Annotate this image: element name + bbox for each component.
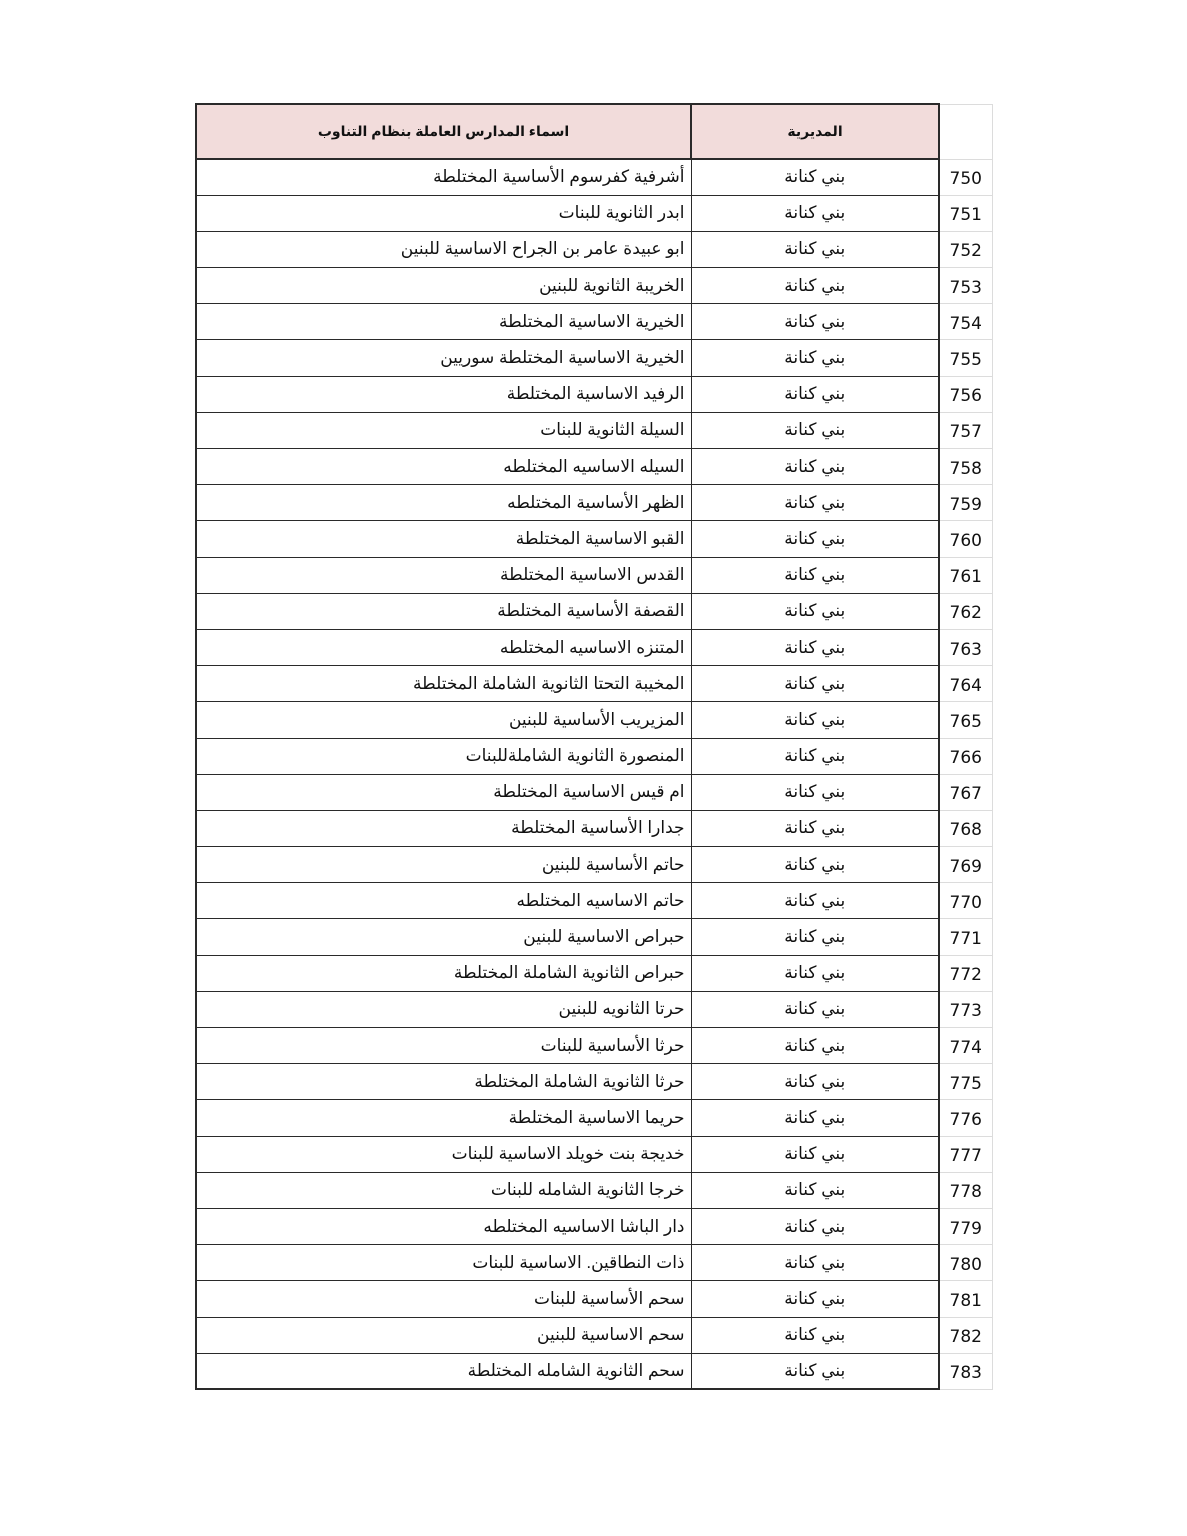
row-number-cell: 760 bbox=[939, 521, 992, 557]
table-row bbox=[196, 557, 992, 593]
table-row bbox=[196, 1317, 992, 1353]
school-name-cell: الخيرية الاساسية المختلطة سوريين bbox=[196, 340, 691, 376]
directorate-cell: بني كنانة bbox=[691, 195, 939, 231]
school-name-cell: حاتم الأساسية للبنين bbox=[196, 847, 691, 883]
school-name-cell: المخيبة التحتا الثانوية الشاملة المختلطة bbox=[196, 666, 691, 702]
directorate-cell: بني كنانة bbox=[691, 738, 939, 774]
school-name-cell: خرجا الثانوية الشامله للبنات bbox=[196, 1172, 691, 1208]
table-row bbox=[196, 1028, 992, 1064]
table-row bbox=[196, 847, 992, 883]
directorate-cell: بني كنانة bbox=[691, 810, 939, 846]
table-row bbox=[196, 666, 992, 702]
directorate-cell: بني كنانة bbox=[691, 1208, 939, 1244]
row-number-cell: 757 bbox=[939, 412, 992, 448]
table-row bbox=[196, 268, 992, 304]
row-number-cell: 777 bbox=[939, 1136, 992, 1172]
school-name-cell: حبراص الاساسية للبنين bbox=[196, 919, 691, 955]
row-number-cell: 775 bbox=[939, 1064, 992, 1100]
school-name-cell: الرفيد الاساسية المختلطة bbox=[196, 376, 691, 412]
school-name-cell: دار الباشا الاساسيه المختلطه bbox=[196, 1208, 691, 1244]
directorate-cell: بني كنانة bbox=[691, 1172, 939, 1208]
directorate-cell: بني كنانة bbox=[691, 304, 939, 340]
school-name-cell: خديجة بنت خويلد الاساسية للبنات bbox=[196, 1136, 691, 1172]
header-directorate: المديرية bbox=[691, 104, 939, 159]
table-row bbox=[196, 159, 992, 195]
row-number-cell: 759 bbox=[939, 485, 992, 521]
school-name-cell: أشرفية كفرسوم الأساسية المختلطة bbox=[196, 159, 691, 195]
directorate-cell: بني كنانة bbox=[691, 1317, 939, 1353]
row-number-cell: 773 bbox=[939, 991, 992, 1027]
row-number-cell: 772 bbox=[939, 955, 992, 991]
directorate-cell: بني كنانة bbox=[691, 376, 939, 412]
directorate-cell: بني كنانة bbox=[691, 955, 939, 991]
row-number-cell: 763 bbox=[939, 629, 992, 665]
header-number bbox=[939, 104, 992, 159]
table-row bbox=[196, 376, 992, 412]
row-number-cell: 752 bbox=[939, 231, 992, 267]
row-number-cell: 756 bbox=[939, 376, 992, 412]
row-number-cell: 767 bbox=[939, 774, 992, 810]
row-number-cell: 755 bbox=[939, 340, 992, 376]
directorate-cell: بني كنانة bbox=[691, 1100, 939, 1136]
table-row bbox=[196, 955, 992, 991]
directorate-cell: بني كنانة bbox=[691, 702, 939, 738]
table-row bbox=[196, 991, 992, 1027]
directorate-cell: بني كنانة bbox=[691, 485, 939, 521]
row-number-cell: 783 bbox=[939, 1353, 992, 1389]
directorate-cell: بني كنانة bbox=[691, 340, 939, 376]
table-row bbox=[196, 1100, 992, 1136]
school-name-cell: المتنزه الاساسيه المختلطه bbox=[196, 629, 691, 665]
row-number-cell: 764 bbox=[939, 666, 992, 702]
table-row bbox=[196, 521, 992, 557]
directorate-cell: بني كنانة bbox=[691, 449, 939, 485]
row-number-cell: 781 bbox=[939, 1281, 992, 1317]
school-name-cell: حاتم الاساسيه المختلطه bbox=[196, 883, 691, 919]
school-name-cell: جدارا الأساسية المختلطة bbox=[196, 810, 691, 846]
table-row bbox=[196, 883, 992, 919]
school-name-cell: القبو الاساسية المختلطة bbox=[196, 521, 691, 557]
row-number-cell: 762 bbox=[939, 593, 992, 629]
school-name-cell: حرثا الأساسية للبنات bbox=[196, 1028, 691, 1064]
row-number-cell: 750 bbox=[939, 159, 992, 195]
table-row bbox=[196, 195, 992, 231]
schools-table bbox=[195, 103, 993, 1390]
row-number-cell: 779 bbox=[939, 1208, 992, 1244]
school-name-cell: حبراص الثانوية الشاملة المختلطة bbox=[196, 955, 691, 991]
table-row bbox=[196, 1208, 992, 1244]
row-number-cell: 751 bbox=[939, 195, 992, 231]
directorate-cell: بني كنانة bbox=[691, 1353, 939, 1389]
table-row bbox=[196, 702, 992, 738]
table-row bbox=[196, 1353, 992, 1389]
school-name-cell: الخريبة الثانوية للبنين bbox=[196, 268, 691, 304]
row-number-cell: 754 bbox=[939, 304, 992, 340]
table-row bbox=[196, 304, 992, 340]
table-row bbox=[196, 810, 992, 846]
table-row bbox=[196, 412, 992, 448]
school-name-cell: حرثا الثانوية الشاملة المختلطة bbox=[196, 1064, 691, 1100]
row-number-cell: 769 bbox=[939, 847, 992, 883]
directorate-cell: بني كنانة bbox=[691, 1136, 939, 1172]
directorate-cell: بني كنانة bbox=[691, 1245, 939, 1281]
table-row bbox=[196, 629, 992, 665]
table-row bbox=[196, 340, 992, 376]
school-name-cell: الخيرية الاساسية المختلطة bbox=[196, 304, 691, 340]
school-name-cell: ابدر الثانوية للبنات bbox=[196, 195, 691, 231]
row-number-cell: 753 bbox=[939, 268, 992, 304]
school-name-cell: القصفة الأساسية المختلطة bbox=[196, 593, 691, 629]
table-row bbox=[196, 919, 992, 955]
row-number-cell: 774 bbox=[939, 1028, 992, 1064]
table-row bbox=[196, 1245, 992, 1281]
directorate-cell: بني كنانة bbox=[691, 629, 939, 665]
school-name-cell: الظهر الأساسية المختلطه bbox=[196, 485, 691, 521]
table-row bbox=[196, 485, 992, 521]
schools-table-sheet bbox=[195, 103, 991, 1390]
table-row bbox=[196, 1281, 992, 1317]
table-row bbox=[196, 738, 992, 774]
table-row bbox=[196, 1136, 992, 1172]
school-name-cell: المنصورة الثانوية الشاملةللبنات bbox=[196, 738, 691, 774]
row-number-cell: 780 bbox=[939, 1245, 992, 1281]
directorate-cell: بني كنانة bbox=[691, 1028, 939, 1064]
table-row bbox=[196, 449, 992, 485]
directorate-cell: بني كنانة bbox=[691, 231, 939, 267]
school-name-cell: حريما الاساسية المختلطة bbox=[196, 1100, 691, 1136]
directorate-cell: بني كنانة bbox=[691, 557, 939, 593]
directorate-cell: بني كنانة bbox=[691, 521, 939, 557]
school-name-cell: سحم الاساسية للبنين bbox=[196, 1317, 691, 1353]
directorate-cell: بني كنانة bbox=[691, 1064, 939, 1100]
row-number-cell: 776 bbox=[939, 1100, 992, 1136]
table-row bbox=[196, 231, 992, 267]
school-name-cell: سحم الثانوية الشامله المختلطة bbox=[196, 1353, 691, 1389]
directorate-cell: بني كنانة bbox=[691, 774, 939, 810]
row-number-cell: 771 bbox=[939, 919, 992, 955]
header-school-names: اسماء المدارس العاملة بنظام التناوب bbox=[196, 104, 691, 159]
school-name-cell: المزيريب الأساسية للبنين bbox=[196, 702, 691, 738]
row-number-cell: 758 bbox=[939, 449, 992, 485]
directorate-cell: بني كنانة bbox=[691, 991, 939, 1027]
school-name-cell: سحم الأساسية للبنات bbox=[196, 1281, 691, 1317]
directorate-cell: بني كنانة bbox=[691, 159, 939, 195]
row-number-cell: 766 bbox=[939, 738, 992, 774]
school-name-cell: ابو عبيدة عامر بن الجراح الاساسية للبنين bbox=[196, 231, 691, 267]
directorate-cell: بني كنانة bbox=[691, 666, 939, 702]
directorate-cell: بني كنانة bbox=[691, 268, 939, 304]
school-name-cell: حرتا الثانويه للبنين bbox=[196, 991, 691, 1027]
table-row bbox=[196, 1064, 992, 1100]
school-name-cell: القدس الاساسية المختلطة bbox=[196, 557, 691, 593]
directorate-cell: بني كنانة bbox=[691, 847, 939, 883]
header-row bbox=[196, 104, 992, 159]
school-name-cell: ذات النطاقين. الاساسية للبنات bbox=[196, 1245, 691, 1281]
row-number-cell: 778 bbox=[939, 1172, 992, 1208]
directorate-cell: بني كنانة bbox=[691, 593, 939, 629]
row-number-cell: 765 bbox=[939, 702, 992, 738]
row-number-cell: 770 bbox=[939, 883, 992, 919]
school-name-cell: السيلة الثانوية للبنات bbox=[196, 412, 691, 448]
row-number-cell: 761 bbox=[939, 557, 992, 593]
directorate-cell: بني كنانة bbox=[691, 883, 939, 919]
table-row bbox=[196, 1172, 992, 1208]
directorate-cell: بني كنانة bbox=[691, 919, 939, 955]
table-row bbox=[196, 593, 992, 629]
row-number-cell: 782 bbox=[939, 1317, 992, 1353]
school-name-cell: السيله الاساسيه المختلطه bbox=[196, 449, 691, 485]
directorate-cell: بني كنانة bbox=[691, 1281, 939, 1317]
row-number-cell: 768 bbox=[939, 810, 992, 846]
directorate-cell: بني كنانة bbox=[691, 412, 939, 448]
table-row bbox=[196, 774, 992, 810]
school-name-cell: ام قيس الاساسية المختلطة bbox=[196, 774, 691, 810]
